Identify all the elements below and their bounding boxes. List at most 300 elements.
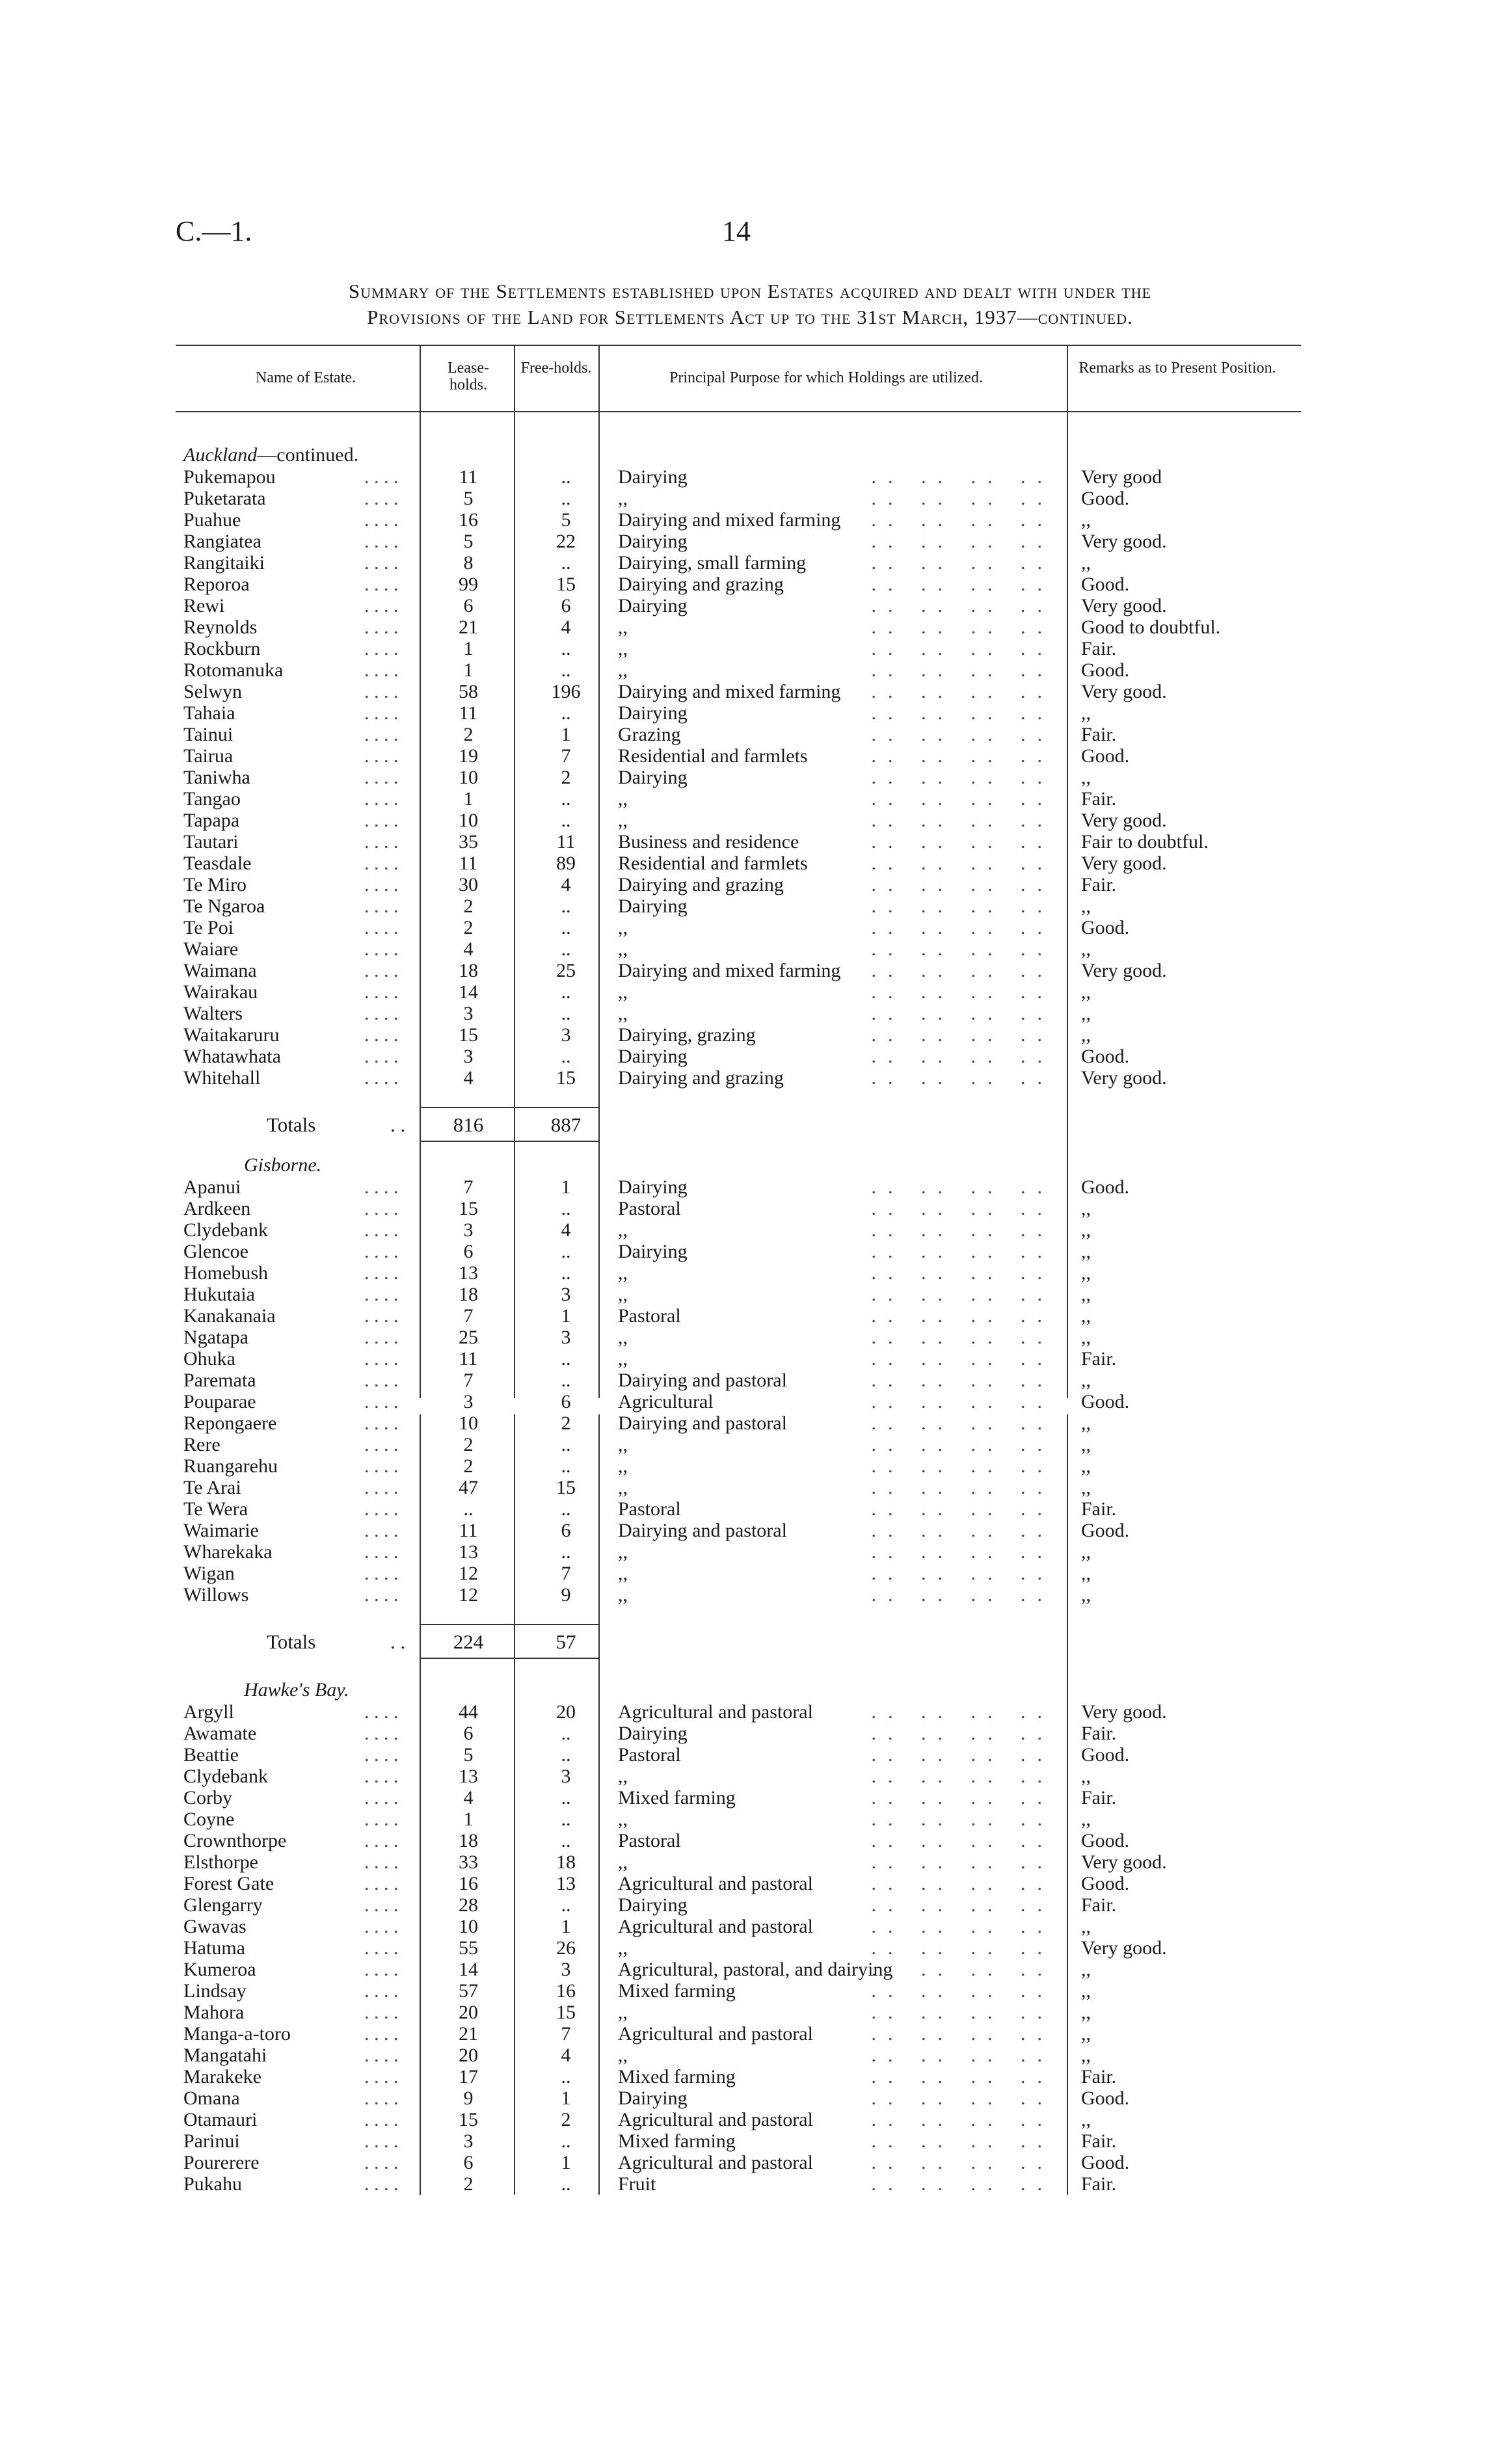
- leader-dots: . . . .: [364, 1584, 399, 1606]
- estate-name: Rangitaiki: [183, 552, 265, 574]
- leader-dots: . . . .: [364, 638, 399, 659]
- leader-dots: .. .. .. ..: [871, 595, 1054, 616]
- freeholds-value: 1: [561, 1305, 571, 1327]
- leader-dots: .. .. .. ..: [871, 874, 1054, 895]
- leader-dots: .. .. .. ..: [871, 1046, 1054, 1067]
- leader-dots: .. .. .. ..: [871, 466, 1054, 488]
- freeholds-value: ..: [561, 552, 571, 574]
- leader-dots: .. .. .. ..: [871, 788, 1054, 810]
- leader-dots: .. .. .. ..: [871, 1391, 1054, 1412]
- leaseholds-value: 13: [459, 1766, 478, 1787]
- leader-dots: .. .. .. ..: [871, 531, 1054, 552]
- table-row: [0, 938, 1500, 960]
- remark-value: ,,: [1081, 1327, 1091, 1348]
- leader-dots: .. .. .. ..: [871, 1498, 1054, 1520]
- purpose-value: Agricultural and pastoral: [618, 2152, 813, 2173]
- purpose-value: Dairying, grazing: [618, 1024, 756, 1046]
- table-row: [0, 1024, 1500, 1046]
- leader-dots: .. .. .. ..: [871, 853, 1054, 874]
- purpose-value: Agricultural and pastoral: [618, 2023, 813, 2045]
- total-freeholds: 887: [550, 1113, 582, 1136]
- remark-value: Good.: [1081, 659, 1130, 681]
- purpose-value: ,,: [618, 2045, 628, 2066]
- leader-dots: . . . .: [364, 1198, 399, 1219]
- remark-value: Fair.: [1081, 2066, 1117, 2087]
- section-heading-name: Gisborne.: [244, 1154, 322, 1176]
- table-row: [0, 1873, 1500, 1894]
- leader-dots: . . . .: [364, 2023, 399, 2045]
- remark-value: Good.: [1081, 2087, 1130, 2109]
- remark-value: Very good.: [1081, 595, 1167, 616]
- table-row: [0, 1391, 1500, 1412]
- leader-dots: . . . .: [364, 531, 399, 552]
- purpose-value: Dairying and mixed farming: [618, 960, 841, 981]
- freeholds-value: 6: [561, 595, 571, 616]
- page-id: C.—1.: [176, 215, 252, 247]
- purpose-value: Dairying: [618, 531, 688, 552]
- leader-dots: .. .. .. ..: [871, 2152, 1054, 2173]
- leader-dots: .. .. .. ..: [871, 1003, 1054, 1024]
- purpose-value: ,,: [618, 810, 628, 831]
- total-leaseholds: 816: [453, 1113, 484, 1136]
- purpose-value: Pastoral: [618, 1305, 681, 1327]
- leaseholds-value: 6: [463, 595, 474, 616]
- purpose-value: ,,: [618, 1766, 628, 1787]
- purpose-value: ,,: [618, 1327, 628, 1348]
- leader-dots: .. .. .. ..: [871, 1348, 1054, 1370]
- purpose-value: Residential and farmlets: [618, 853, 808, 874]
- estate-name: Rewi: [183, 595, 225, 616]
- purpose-value: ,,: [618, 1455, 628, 1477]
- leader-dots: . . . .: [364, 2152, 399, 2173]
- leader-dots: .. .. .. ..: [871, 1412, 1054, 1434]
- leader-dots: . . . .: [364, 1284, 399, 1305]
- estate-name: Pouparae: [183, 1391, 256, 1412]
- remark-value: ,,: [1081, 1980, 1091, 2002]
- table-row: [0, 531, 1500, 552]
- remark-value: ,,: [1081, 767, 1091, 788]
- purpose-value: Dairying: [618, 1723, 688, 1744]
- freeholds-value: ..: [561, 1744, 571, 1766]
- remark-value: Fair.: [1081, 1894, 1117, 1916]
- freeholds-value: 5: [561, 509, 571, 531]
- header-freeholds: Free-holds.: [520, 360, 592, 377]
- remark-value: ,,: [1081, 1198, 1091, 1219]
- remark-value: ,,: [1081, 2109, 1091, 2130]
- leaseholds-value: 16: [459, 1873, 478, 1894]
- remark-value: ,,: [1081, 702, 1091, 724]
- table-row: [0, 1284, 1500, 1305]
- leader-dots: . . . .: [364, 1370, 399, 1391]
- leader-dots: . . . .: [364, 2130, 399, 2152]
- leader-dots: .. .. .. ..: [871, 917, 1054, 938]
- leader-dots: . . . .: [364, 1851, 399, 1873]
- leader-dots: . . . .: [364, 1327, 399, 1348]
- leaseholds-value: 47: [459, 1477, 478, 1498]
- estate-name: Elsthorpe: [183, 1851, 258, 1873]
- table-row: [0, 831, 1500, 853]
- total-leaseholds: 224: [453, 1630, 484, 1653]
- leaseholds-value: 11: [459, 1348, 478, 1370]
- remark-value: Good.: [1081, 2152, 1130, 2173]
- leader-dots: .. .. .. ..: [871, 1262, 1054, 1284]
- leaseholds-value: 7: [463, 1305, 474, 1327]
- purpose-value: Dairying: [618, 1241, 688, 1262]
- remark-value: ,,: [1081, 1916, 1091, 1937]
- leaseholds-value: 4: [463, 938, 474, 960]
- purpose-value: Dairying: [618, 595, 688, 616]
- freeholds-value: 2: [561, 767, 571, 788]
- remark-value: ,,: [1081, 1766, 1091, 1787]
- table-row: [0, 574, 1500, 595]
- freeholds-value: ..: [561, 1455, 571, 1477]
- purpose-value: Business and residence: [618, 831, 799, 853]
- leader-dots: .. .. .. ..: [871, 509, 1054, 531]
- table-row: [0, 1541, 1500, 1563]
- section-heading: [183, 444, 358, 466]
- remark-value: ,,: [1081, 1584, 1091, 1606]
- purpose-value: ,,: [618, 488, 628, 509]
- table-row: [0, 1455, 1500, 1477]
- freeholds-value: ..: [561, 488, 571, 509]
- header-top-rule: [176, 345, 1301, 346]
- leader-dots: . . . .: [364, 1723, 399, 1744]
- leader-dots: . . . .: [364, 595, 399, 616]
- estate-name: Clydebank: [183, 1219, 268, 1241]
- freeholds-value: 25: [556, 960, 576, 981]
- title-line-2: Provisions of the Land for Settlements Act up to the 31st March, 1937—continued.: [367, 306, 1133, 328]
- purpose-value: Dairying and grazing: [618, 574, 784, 595]
- remark-value: ,,: [1081, 1284, 1091, 1305]
- estate-name: Glengarry: [183, 1894, 263, 1916]
- leader-dots: .. .. .. ..: [871, 1477, 1054, 1498]
- table-row: [0, 2045, 1500, 2066]
- leaseholds-value: 3: [463, 1219, 474, 1241]
- remark-value: ,,: [1081, 1305, 1091, 1327]
- remark-value: ,,: [1081, 895, 1091, 917]
- remark-value: ,,: [1081, 1541, 1091, 1563]
- purpose-value: Pastoral: [618, 1830, 681, 1851]
- remark-value: Fair.: [1081, 788, 1117, 810]
- table-row: [0, 1980, 1500, 2002]
- leader-dots: .. .. .. ..: [871, 1851, 1054, 1873]
- table-row: [0, 1305, 1500, 1327]
- table-row: [0, 1766, 1500, 1787]
- leaseholds-value: 15: [459, 1198, 478, 1219]
- purpose-value: Dairying: [618, 1894, 688, 1916]
- freeholds-value: ..: [561, 938, 571, 960]
- table-row: [0, 2023, 1500, 2045]
- purpose-value: Dairying: [618, 1046, 688, 1067]
- table-row: [0, 1219, 1500, 1241]
- leader-dots: . . . .: [364, 1067, 399, 1089]
- leaseholds-value: 35: [459, 831, 478, 853]
- leader-dots: . . . .: [364, 1541, 399, 1563]
- leader-dots: .. .. .. ..: [871, 2130, 1054, 2152]
- purpose-value: Agricultural and pastoral: [618, 1873, 813, 1894]
- freeholds-value: 3: [561, 1959, 571, 1980]
- leaseholds-value: 15: [459, 2109, 478, 2130]
- estate-name: Argyll: [183, 1701, 234, 1723]
- leaseholds-value: 10: [459, 810, 478, 831]
- leader-dots: .. .. .. ..: [871, 1541, 1054, 1563]
- table-row: [0, 788, 1500, 810]
- leader-dots: .. .. .. ..: [871, 638, 1054, 659]
- freeholds-value: ..: [561, 1370, 571, 1391]
- freeholds-value: 6: [561, 1520, 571, 1541]
- leader-dots: . . . .: [364, 466, 399, 488]
- purpose-value: ,,: [618, 1434, 628, 1455]
- leader-dots: . . . .: [364, 1305, 399, 1327]
- freeholds-value: ..: [561, 810, 571, 831]
- leader-dots: . . . .: [364, 509, 399, 531]
- purpose-value: Dairying and pastoral: [618, 1370, 787, 1391]
- table-row: [0, 1477, 1500, 1498]
- freeholds-value: 89: [556, 853, 576, 874]
- purpose-value: Grazing: [618, 724, 681, 745]
- table-row: [0, 1370, 1500, 1391]
- purpose-value: Pastoral: [618, 1198, 681, 1219]
- purpose-value: ,,: [618, 938, 628, 960]
- purpose-value: Dairying, small farming: [618, 552, 807, 574]
- purpose-value: Mixed farming: [618, 2066, 736, 2087]
- leader-dots: .. .. .. ..: [871, 2087, 1054, 2109]
- remark-value: Fair.: [1081, 874, 1117, 895]
- leader-dots: .. .. .. ..: [871, 960, 1054, 981]
- freeholds-value: ..: [561, 895, 571, 917]
- freeholds-value: 1: [561, 2152, 571, 2173]
- leaseholds-value: 5: [463, 1744, 474, 1766]
- table-row: [0, 1262, 1500, 1284]
- remark-value: Good.: [1081, 1873, 1130, 1894]
- leader-dots: . . . .: [364, 1024, 399, 1046]
- table-row: [0, 1937, 1500, 1959]
- estate-name: Pukemapou: [183, 466, 276, 488]
- leaseholds-value: 7: [463, 1370, 474, 1391]
- freeholds-value: 15: [556, 574, 576, 595]
- remark-value: Good.: [1081, 1046, 1130, 1067]
- purpose-value: ,,: [618, 788, 628, 810]
- estate-name: Wairakau: [183, 981, 258, 1003]
- purpose-value: Dairying: [618, 702, 688, 724]
- leader-dots: . . . .: [364, 2045, 399, 2066]
- freeholds-value: 2: [561, 1412, 571, 1434]
- leaseholds-value: 99: [459, 574, 478, 595]
- estate-name: Waimana: [183, 960, 257, 981]
- table-row: [0, 917, 1500, 938]
- remark-value: Fair.: [1081, 1723, 1117, 1744]
- leader-dots: . . . .: [364, 1980, 399, 2002]
- table-row: [0, 1176, 1500, 1198]
- purpose-value: Fruit: [618, 2173, 656, 2195]
- leaseholds-value: 33: [459, 1851, 478, 1873]
- estate-name: Puketarata: [183, 488, 266, 509]
- freeholds-value: 22: [556, 531, 576, 552]
- table-row: [0, 874, 1500, 895]
- remark-value: Fair.: [1081, 724, 1117, 745]
- remark-value: Very good.: [1081, 853, 1167, 874]
- estate-name: Pourerere: [183, 2152, 260, 2173]
- leaseholds-value: 6: [463, 2152, 474, 2173]
- remark-value: Good.: [1081, 1391, 1130, 1412]
- freeholds-value: ..: [561, 638, 571, 659]
- purpose-value: Mixed farming: [618, 2130, 736, 2152]
- leader-dots: .. .. .. ..: [871, 1808, 1054, 1830]
- leader-dots: . . . .: [364, 2087, 399, 2109]
- purpose-value: Agricultural and pastoral: [618, 2109, 813, 2130]
- leader-dots: . . . .: [364, 1348, 399, 1370]
- leaseholds-value: 30: [459, 874, 478, 895]
- leader-dots: . . . .: [364, 938, 399, 960]
- leaseholds-value: 55: [459, 1937, 478, 1959]
- leader-dots: . . . .: [364, 1787, 399, 1808]
- freeholds-value: ..: [561, 1787, 571, 1808]
- totals-label: Totals: [267, 1630, 316, 1653]
- freeholds-value: ..: [561, 466, 571, 488]
- leaseholds-value: 2: [463, 1455, 474, 1477]
- estate-name: Paremata: [183, 1370, 256, 1391]
- leaseholds-value: 2: [463, 1434, 474, 1455]
- leader-dots: .. .. .. ..: [871, 681, 1054, 702]
- leader-dots: . . . .: [364, 1830, 399, 1851]
- remark-value: ,,: [1081, 1434, 1091, 1455]
- estate-name: Hatuma: [183, 1937, 245, 1959]
- estate-name: Taniwha: [183, 767, 250, 788]
- leader-dots: .. .. .. ..: [871, 616, 1054, 638]
- leaseholds-value: 4: [463, 1787, 474, 1808]
- table-row: [0, 1787, 1500, 1808]
- remark-value: ,,: [1081, 1219, 1091, 1241]
- remark-value: Good.: [1081, 488, 1130, 509]
- freeholds-value: 4: [561, 874, 571, 895]
- remark-value: ,,: [1081, 1477, 1091, 1498]
- table-row: [0, 745, 1500, 767]
- estate-name: Puahue: [183, 509, 241, 531]
- leader-dots: .. .. .. ..: [871, 2002, 1054, 2023]
- leaseholds-value: 3: [463, 1003, 474, 1024]
- freeholds-value: ..: [561, 1434, 571, 1455]
- leaseholds-value: 12: [459, 1584, 478, 1606]
- freeholds-value: 7: [561, 745, 571, 767]
- leader-dots: .. .. .. ..: [871, 810, 1054, 831]
- freeholds-value: 3: [561, 1024, 571, 1046]
- freeholds-value: ..: [561, 1348, 571, 1370]
- freeholds-value: 6: [561, 1391, 571, 1412]
- leaseholds-value: 20: [459, 2045, 478, 2066]
- freeholds-value: 1: [561, 724, 571, 745]
- table-row: [0, 895, 1500, 917]
- estate-name: Tangao: [183, 788, 241, 810]
- purpose-value: Pastoral: [618, 1498, 681, 1520]
- leader-dots: . . . .: [364, 724, 399, 745]
- leader-dots: .. .. .. ..: [871, 981, 1054, 1003]
- leader-dots: .. .. .. ..: [871, 831, 1054, 853]
- section-heading-suffix: —continued.: [257, 444, 359, 466]
- leader-dots: .. .. .. ..: [871, 1024, 1054, 1046]
- table-row: [0, 466, 1500, 488]
- leader-dots: . . . .: [364, 810, 399, 831]
- estate-name: Parinui: [183, 2130, 240, 2152]
- leader-dots: .. .. .. ..: [871, 1584, 1054, 1606]
- remark-value: Good.: [1081, 1176, 1130, 1198]
- table-row: [0, 1348, 1500, 1370]
- purpose-value: ,,: [618, 1262, 628, 1284]
- section-heading: [244, 1154, 321, 1176]
- remark-value: Very good.: [1081, 531, 1167, 552]
- leader-dots: . . . .: [364, 1520, 399, 1541]
- leader-dots: .. .. .. ..: [871, 2066, 1054, 2087]
- estate-name: Waitakaruru: [183, 1024, 280, 1046]
- leader-dots: . . . .: [364, 1003, 399, 1024]
- leader-dots: . . . .: [364, 831, 399, 853]
- leader-dots: . .: [390, 1630, 406, 1653]
- totals-rule: [420, 1141, 600, 1142]
- remark-value: Fair.: [1081, 1498, 1117, 1520]
- leaseholds-value: 11: [459, 702, 478, 724]
- freeholds-value: 18: [556, 1851, 576, 1873]
- totals-rule: [420, 1624, 600, 1625]
- leaseholds-value: 3: [463, 2130, 474, 2152]
- leader-dots: .. .. .. ..: [871, 1787, 1054, 1808]
- purpose-value: Dairying and grazing: [618, 874, 784, 895]
- leaseholds-value: 5: [463, 488, 474, 509]
- totals-rule: [420, 1107, 600, 1108]
- leader-dots: .. .. .. ..: [871, 895, 1054, 917]
- purpose-value: Pastoral: [618, 1744, 681, 1766]
- table-row: [0, 1434, 1500, 1455]
- remark-value: Good to doubtful.: [1081, 616, 1221, 638]
- freeholds-value: ..: [561, 2130, 571, 2152]
- freeholds-value: 9: [561, 1584, 571, 1606]
- remark-value: ,,: [1081, 1003, 1091, 1024]
- estate-name: Rockburn: [183, 638, 261, 659]
- leader-dots: .. .. .. ..: [871, 1894, 1054, 1916]
- leader-dots: .. .. .. ..: [871, 1434, 1054, 1455]
- leaseholds-value: 44: [459, 1701, 478, 1723]
- leader-dots: . . . .: [364, 1701, 399, 1723]
- table-row: [0, 488, 1500, 509]
- leader-dots: . . . .: [364, 788, 399, 810]
- leader-dots: . . . .: [364, 1498, 399, 1520]
- leader-dots: . . . .: [364, 1219, 399, 1241]
- purpose-value: ,,: [618, 1584, 628, 1606]
- leaseholds-value: 17: [459, 2066, 478, 2087]
- remark-value: Good.: [1081, 1744, 1130, 1766]
- totals-label: Totals: [267, 1113, 316, 1136]
- purpose-value: ,,: [618, 981, 628, 1003]
- purpose-value: Mixed farming: [618, 1787, 736, 1808]
- table-row: [0, 616, 1500, 638]
- purpose-value: Agricultural: [618, 1391, 714, 1412]
- freeholds-value: ..: [561, 1541, 571, 1563]
- header-remarks: Remarks as to Present Position.: [1078, 360, 1276, 377]
- estate-name: Waiare: [183, 938, 239, 960]
- estate-name: Wigan: [183, 1563, 235, 1584]
- table-row: [0, 1959, 1500, 1980]
- table-row: [0, 1851, 1500, 1873]
- leaseholds-value: 14: [459, 1959, 478, 1980]
- leader-dots: . . . .: [364, 681, 399, 702]
- leader-dots: . . . .: [364, 1873, 399, 1894]
- leader-dots: .. .. .. ..: [871, 1219, 1054, 1241]
- remark-value: ,,: [1081, 981, 1091, 1003]
- table-row: [0, 1067, 1500, 1089]
- leaseholds-value: 28: [459, 1894, 478, 1916]
- purpose-value: Dairying: [618, 2087, 688, 2109]
- remark-value: ,,: [1081, 1412, 1091, 1434]
- leaseholds-value: 3: [463, 1391, 474, 1412]
- leader-dots: . . . .: [364, 1563, 399, 1584]
